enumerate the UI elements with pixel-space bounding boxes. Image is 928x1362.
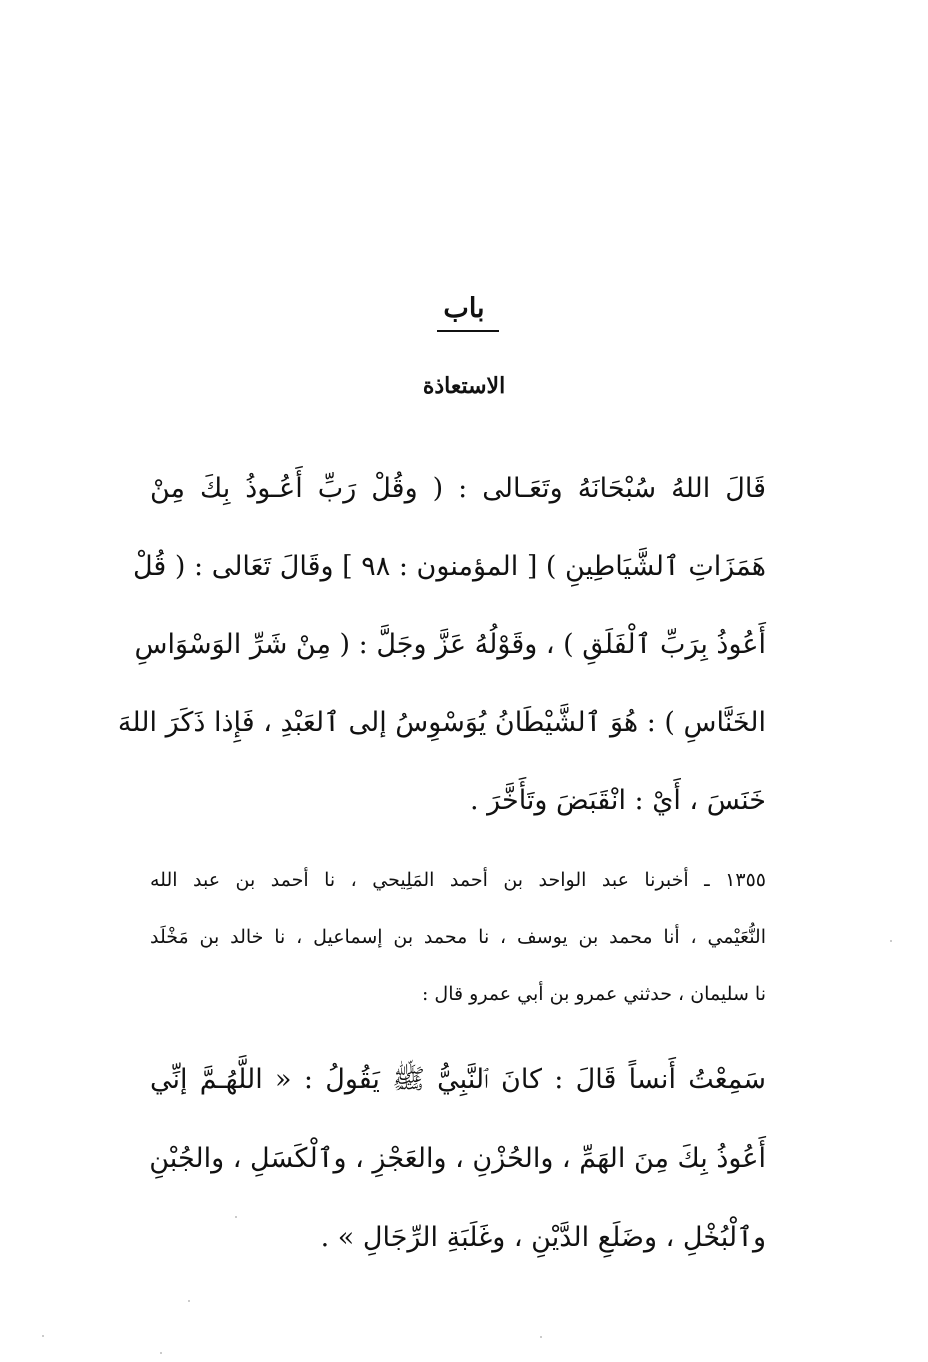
chapter-title: باب bbox=[443, 293, 485, 324]
quote-line: سَمِعْتُ أَنساً قَالَ : كانَ ٱلنَّبِيُّ ﷺ يَقُولُ : « اللَّهُـمَّ إنِّي bbox=[150, 1064, 766, 1095]
quote-line: وٱلْبُخْلِ ، وضَلَعِ الدَّيْنِ ، وغَلَبَةِ الرِّجَالِ » . bbox=[320, 1222, 766, 1253]
hadith-line: ١٣٥٥ ـ أخبرنا عبد الواحد بن أحمد المَلِيحي ، نا أحمد بن عبد الله bbox=[150, 869, 766, 891]
quote-line: أَعُوذُ بِكَ مِنَ الهَمِّ ، والحُزْنِ ، والعَجْزِ ، وٱلْكَسَلِ ، والجُبْنِ bbox=[149, 1143, 766, 1174]
paper-speck bbox=[235, 1216, 237, 1218]
paper-speck bbox=[540, 1336, 542, 1338]
main-line: قَالَ اللهُ سُبْحَانَهُ وتَعَـالى : ( وقُلْ رَبِّ أَعُـوذُ بِكَ مِنْ bbox=[150, 473, 766, 504]
paper-speck bbox=[42, 1335, 44, 1337]
main-line: الخَنَّاسِ ) : هُوَ ٱلشَّيْطَانُ يُوَسْوِسُ إلى ٱلعَبْدِ ، فَإِذا ذَكَرَ اللهَ bbox=[117, 707, 766, 738]
paper-speck bbox=[188, 1300, 190, 1302]
main-line: خَنَسَ ، أَيْ : انْقَبَضَ وتَأَخَّرَ . bbox=[469, 785, 766, 816]
chapter-title-underline bbox=[437, 330, 499, 332]
main-line: هَمَزَاتِ ٱلشَّيَاطِينِ ) [ المؤمنون : ٩٨ ] وقَالَ تَعَالى : ( قُلْ bbox=[132, 551, 766, 582]
hadith-chain bbox=[150, 852, 766, 1023]
hadith-line: النُّعَيْمي ، أنا محمد بن يوسف ، نا محمد بن إسماعيل ، نا خالد بن مَخْلَد bbox=[150, 926, 766, 948]
main-line: أَعُوذُ بِرَبِّ ٱلْفَلَقِ ) ، وقَوْلُهُ عَزَّ وجَلَّ : ( مِنْ شَرِّ الوَسْوَاسِ bbox=[134, 629, 766, 660]
main-paragraph bbox=[117, 450, 766, 840]
chapter-subtitle: الاستعاذة bbox=[422, 373, 506, 399]
hadith-line: نا سليمان ، حدثني عمرو بن أبي عمرو قال : bbox=[421, 983, 766, 1005]
paper-speck bbox=[890, 940, 892, 942]
hadith-text bbox=[150, 1040, 766, 1277]
paper-speck bbox=[160, 1352, 162, 1354]
